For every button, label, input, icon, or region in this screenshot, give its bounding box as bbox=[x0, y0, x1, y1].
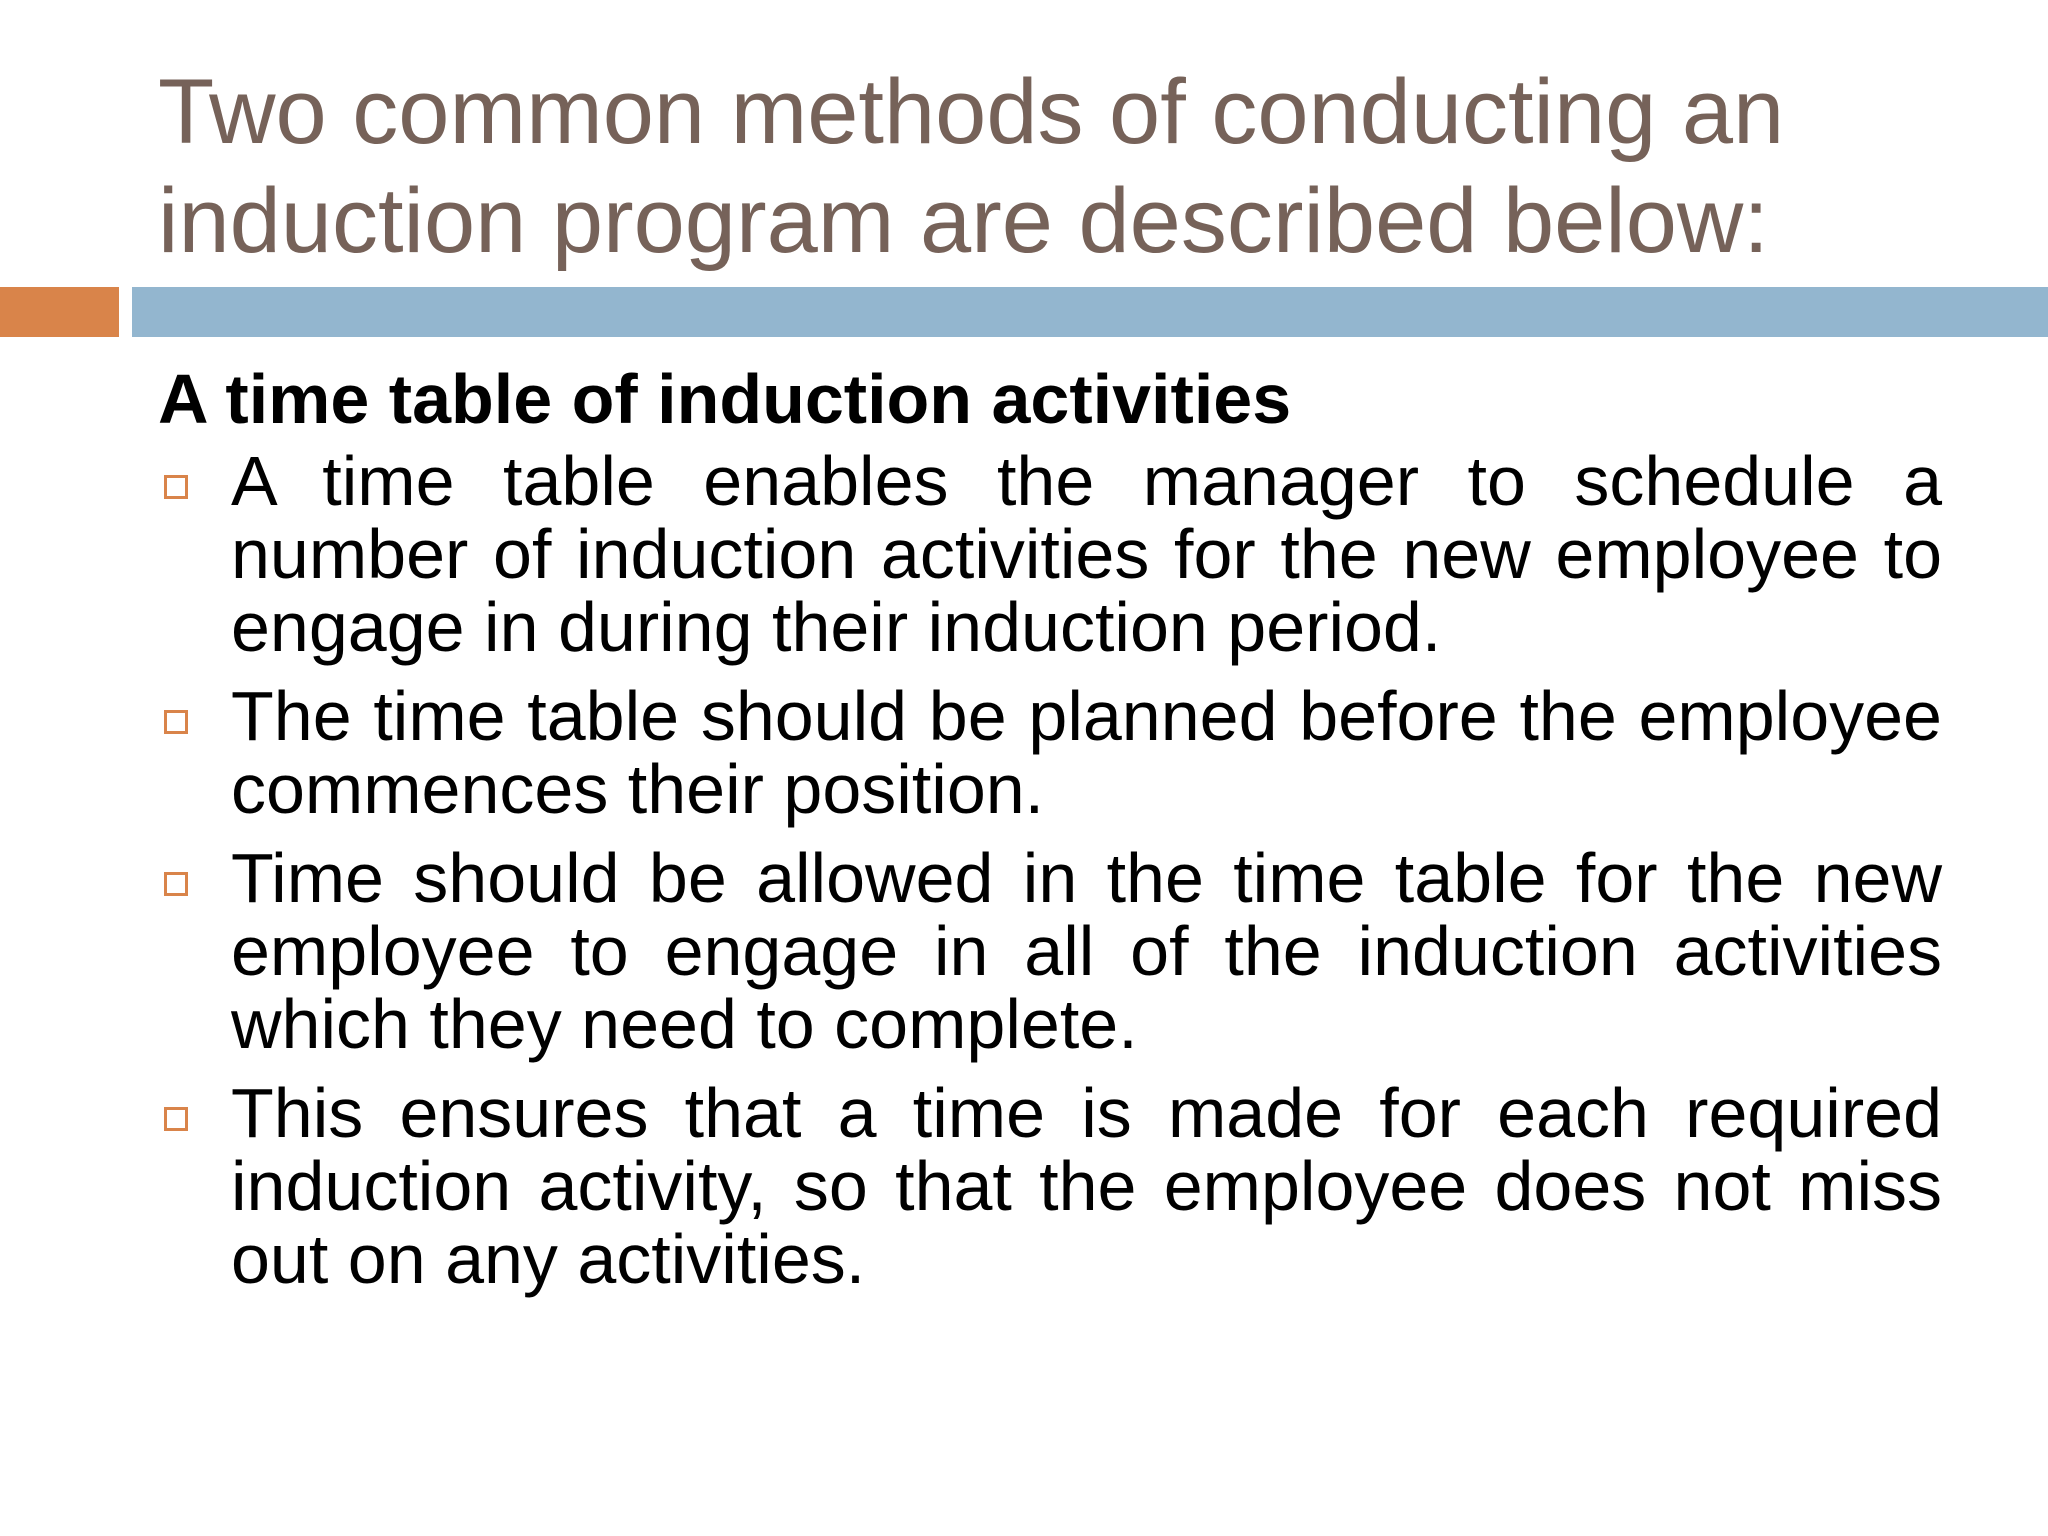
bullet-text: A time table enables the manager to schedule a number of induction activities for the new employee to engage in during their induction period. bbox=[231, 442, 1942, 666]
slide-title: Two common methods of conducting an induction program are described below: bbox=[158, 61, 1785, 272]
hollow-square-bullet-icon bbox=[164, 1107, 188, 1131]
hollow-square-bullet-icon bbox=[164, 872, 188, 896]
bullet-text: This ensures that a time is made for each required induction activity, so that the employee does not miss out on any activities. bbox=[231, 1074, 1942, 1298]
hollow-square-bullet-icon bbox=[164, 475, 188, 499]
bullet-item bbox=[158, 677, 1942, 828]
hollow-square-bullet-icon bbox=[164, 710, 188, 734]
bullet-list bbox=[158, 442, 1942, 1298]
slide-content bbox=[158, 355, 1942, 1312]
section-heading: A time table of induction activities bbox=[158, 360, 1292, 438]
bullet-item bbox=[158, 442, 1942, 666]
bullet-item bbox=[158, 839, 1942, 1063]
accent-bar bbox=[0, 287, 119, 337]
title-divider-bar bbox=[132, 287, 2048, 337]
bullet-text: The time table should be planned before the employee commences their position. bbox=[231, 677, 1942, 828]
bullet-item bbox=[158, 1074, 1942, 1298]
bullet-text: Time should be allowed in the time table for the new employee to engage in all of the induction activities which they need to complete. bbox=[231, 839, 1942, 1063]
